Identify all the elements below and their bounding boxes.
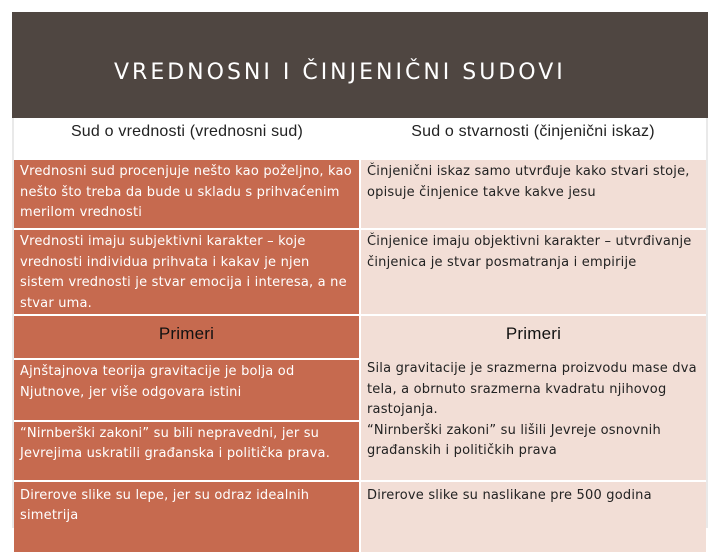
example-1-fact-cell: Sila gravitacije je srazmerna proizvodu mase dva tela, a obrnuto srazmerna kvadratu njihovog rastojanja. (360, 359, 706, 421)
examples-subheader-row (14, 315, 706, 359)
example-1-value-cell: Ajnštajnova teorija gravitacije je bolja od Njutnove, jer više odgovara istini (14, 359, 360, 421)
slide-edge-right (706, 118, 708, 528)
example-3-fact-cell: Direrove slike su naslikane pre 500 godina (360, 481, 706, 552)
example-2-fact-cell: “Nirnberški zakoni” su lišili Jevreje osnovnih građanskih i političkih prava (360, 421, 706, 481)
table-header-row (14, 118, 706, 159)
table-row (14, 229, 706, 315)
examples-subheader-right: Primeri (360, 315, 706, 359)
table-row (14, 359, 706, 421)
header-value-judgment: Sud o vrednosti (vrednosni sud) (14, 118, 360, 159)
row-1-fact-cell: Činjenični iskaz samo utvrđuje kako stvari stoje, opisuje činjenice takve kakve jesu (360, 159, 706, 229)
header-factual-statement: Sud o stvarnosti (činjenični iskaz) (360, 118, 706, 159)
example-3-value-cell: Direrove slike su lepe, jer su odraz idealnih simetrija (14, 481, 360, 552)
row-2-value-cell: Vrednosti imaju subjektivni karakter – koje vrednosti individua prihvata i kakav je njen sistem vrednosti je stvar emocija i interesa, a ne stvar uma. (14, 229, 360, 315)
example-2-value-cell: “Nirnberški zakoni” su bili nepravedni, jer su Jevrejima uskratili građanska i politička prava. (14, 421, 360, 481)
table-row (14, 159, 706, 229)
row-2-fact-cell: Činjenice imaju objektivni karakter – utvrđivanje činjenica je stvar posmatranja i empirije (360, 229, 706, 315)
examples-subheader-left: Primeri (14, 315, 360, 359)
slide-title: VREDNOSNI I ČINJENIČNI SUDOVI (114, 60, 566, 85)
title-bar (12, 12, 708, 120)
table-row (14, 421, 706, 481)
row-1-value-cell: Vrednosni sud procenjuje nešto kao poželjno, kao nešto što treba da bude u skladu s prihvaćenim merilom vrednosti (14, 159, 360, 229)
comparison-table (14, 118, 706, 552)
table-row (14, 481, 706, 552)
